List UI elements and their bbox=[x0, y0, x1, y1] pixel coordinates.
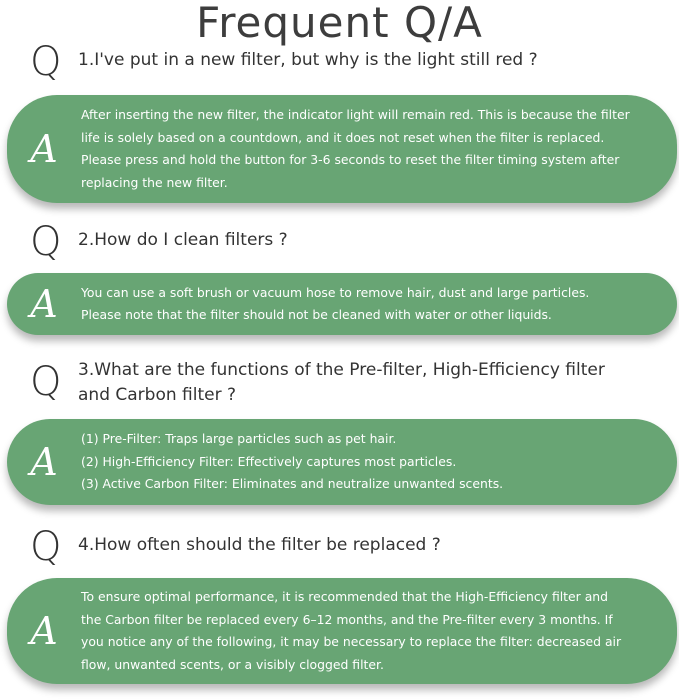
answer-line: Please note that the filter should not be cleaned with water or other liquids. bbox=[81, 307, 552, 322]
answer-line: After inserting the new filter, the indicator light will remain red. This is because the filter bbox=[81, 107, 630, 122]
question-3 bbox=[30, 352, 675, 408]
answer-3 bbox=[7, 419, 677, 505]
answer-line: (2) High-Efficiency Filter: Effectively captures most particles. bbox=[81, 453, 457, 469]
answer-2 bbox=[7, 273, 677, 335]
answer-1-text bbox=[81, 104, 648, 194]
a-icon: A bbox=[30, 440, 58, 484]
q-icon: Q bbox=[30, 359, 62, 405]
answer-line: the Carbon filter be replaced every 6–12 months, and the Pre-filter every 3 months. If bbox=[81, 611, 613, 627]
answer-line: (3) Active Carbon Filter: Eliminates and neutralize unwanted scents. bbox=[81, 476, 504, 492]
answer-1 bbox=[7, 95, 677, 203]
answer-4-text bbox=[81, 586, 639, 676]
question-line: 3.What are the functions of the Pre-filter, High-Efficiency filter bbox=[78, 360, 605, 380]
question-2 bbox=[30, 219, 675, 265]
question-line: and Carbon filter ? bbox=[78, 385, 237, 405]
question-4-text: 4.How often should the filter be replaced ? bbox=[78, 535, 441, 555]
a-icon: A bbox=[30, 609, 58, 653]
answer-line: (1) Pre-Filter: Traps large particles such as pet hair. bbox=[81, 431, 397, 447]
q-icon: Q bbox=[30, 39, 62, 85]
question-4 bbox=[30, 524, 675, 570]
q-icon: Q bbox=[30, 524, 62, 570]
answer-line: flow, unwanted scents, or a visibly clogged filter. bbox=[81, 656, 384, 672]
answer-line: life is solely based on a countdown, and it does not reset when the filter is replaced. bbox=[81, 129, 605, 145]
answer-line: replacing the new filter. bbox=[81, 174, 228, 190]
question-2-text: 2.How do I clean filters ? bbox=[78, 230, 288, 250]
question-3-text bbox=[78, 352, 605, 408]
a-icon: A bbox=[30, 127, 58, 171]
page-title: Frequent Q/A bbox=[196, 0, 483, 47]
answer-2-text bbox=[81, 282, 607, 327]
answer-line: you notice any of the following, it may be necessary to replace the filter: decreased air bbox=[81, 634, 622, 649]
q-icon: Q bbox=[30, 219, 62, 265]
a-icon: A bbox=[30, 282, 58, 326]
question-1-text: 1.I've put in a new filter, but why is the light still red ? bbox=[78, 50, 538, 70]
answer-3-text bbox=[81, 428, 521, 496]
question-1 bbox=[30, 39, 675, 85]
answer-line: You can use a soft brush or vacuum hose to remove hair, dust and large particles. bbox=[81, 284, 590, 300]
answer-4 bbox=[7, 578, 677, 684]
answer-line: To ensure optimal performance, it is recommended that the High-Efficiency filter and bbox=[81, 589, 609, 604]
answer-line: Please press and hold the button for 3-6 seconds to reset the filter timing system after bbox=[81, 152, 620, 167]
